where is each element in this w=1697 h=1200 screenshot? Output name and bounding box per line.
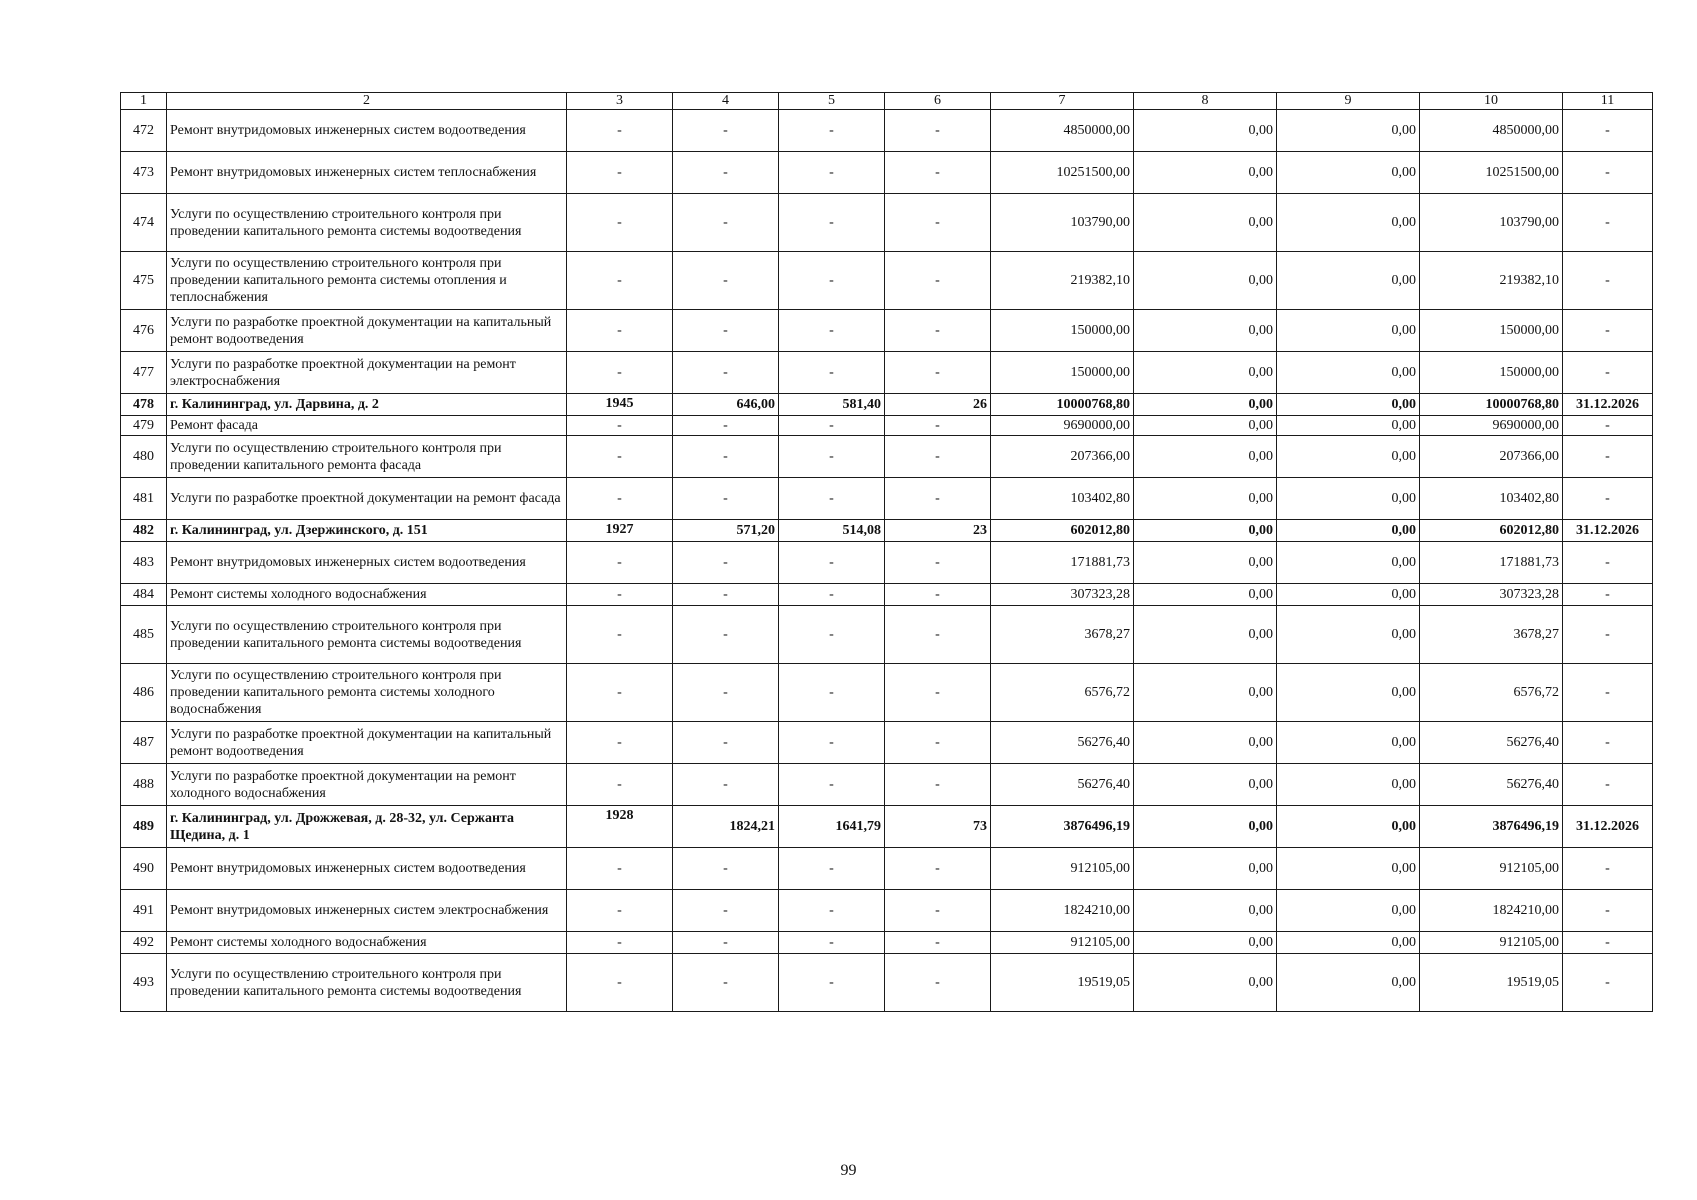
cost-col9-cell: 0,00 (1277, 478, 1420, 520)
cost-col8-cell: 0,00 (1134, 520, 1277, 542)
row-number-cell: 493 (121, 954, 167, 1012)
living-area-cell: - (779, 584, 885, 606)
year-cell: - (567, 848, 673, 890)
total-area-cell: - (673, 954, 779, 1012)
cost-col10-cell: 6576,72 (1420, 664, 1563, 722)
residents-cell: - (885, 848, 991, 890)
work-name-cell: Услуги по осуществлению строительного контроля при проведении капитального ремонта фасада (167, 436, 567, 478)
cost-col8-cell: 0,00 (1134, 764, 1277, 806)
work-name-cell: Ремонт внутридомовых инженерных систем электроснабжения (167, 890, 567, 932)
table-row (121, 806, 1653, 848)
work-name-cell: Ремонт внутридомовых инженерных систем водоотведения (167, 542, 567, 584)
cost-col8-cell: 0,00 (1134, 890, 1277, 932)
total-area-cell: 646,00 (673, 394, 779, 416)
deadline-cell: 31.12.2026 (1563, 806, 1653, 848)
total-cost-cell: 1824210,00 (991, 890, 1134, 932)
cost-col8-cell: 0,00 (1134, 664, 1277, 722)
residents-cell: - (885, 110, 991, 152)
cost-col9-cell: 0,00 (1277, 110, 1420, 152)
row-number-cell: 492 (121, 932, 167, 954)
residents-cell: - (885, 436, 991, 478)
living-area-cell: - (779, 194, 885, 252)
residents-cell: - (885, 352, 991, 394)
work-name-cell: Услуги по осуществлению строительного контроля при проведении капитального ремонта системы водоотведения (167, 954, 567, 1012)
work-name-cell: Ремонт внутридомовых инженерных систем водоотведения (167, 848, 567, 890)
cost-col10-cell: 103402,80 (1420, 478, 1563, 520)
table-body (121, 110, 1653, 1012)
residents-cell: 73 (885, 806, 991, 848)
living-area-cell: - (779, 606, 885, 664)
cost-col8-cell: 0,00 (1134, 394, 1277, 416)
cost-col10-cell: 56276,40 (1420, 764, 1563, 806)
work-name-cell: Услуги по осуществлению строительного контроля при проведении капитального ремонта системы водоотведения (167, 606, 567, 664)
living-area-cell: - (779, 478, 885, 520)
deadline-cell: - (1563, 416, 1653, 436)
residents-cell: - (885, 542, 991, 584)
work-name-cell: Ремонт системы холодного водоснабжения (167, 932, 567, 954)
cost-col10-cell: 103790,00 (1420, 194, 1563, 252)
cost-col10-cell: 10000768,80 (1420, 394, 1563, 416)
deadline-cell: - (1563, 890, 1653, 932)
deadline-cell: - (1563, 110, 1653, 152)
deadline-cell: - (1563, 722, 1653, 764)
cost-col9-cell: 0,00 (1277, 352, 1420, 394)
table-row (121, 542, 1653, 584)
living-area-cell: - (779, 954, 885, 1012)
cost-col10-cell: 3678,27 (1420, 606, 1563, 664)
column-number-row (121, 93, 1653, 110)
year-cell: 1927 (567, 520, 673, 542)
work-name-cell: Ремонт внутридомовых инженерных систем теплоснабжения (167, 152, 567, 194)
work-name-cell: г. Калининград, ул. Дарвина, д. 2 (167, 394, 567, 416)
cost-col9-cell: 0,00 (1277, 606, 1420, 664)
work-name-cell: Ремонт системы холодного водоснабжения (167, 584, 567, 606)
living-area-cell: - (779, 542, 885, 584)
work-name-cell: Услуги по осуществлению строительного контроля при проведении капитального ремонта системы водоотведения (167, 194, 567, 252)
total-area-cell: - (673, 606, 779, 664)
page-number: 99 (840, 1162, 857, 1179)
row-number-cell: 477 (121, 352, 167, 394)
cost-col9-cell: 0,00 (1277, 394, 1420, 416)
table-row (121, 584, 1653, 606)
cost-col9-cell: 0,00 (1277, 520, 1420, 542)
cost-col10-cell: 9690000,00 (1420, 416, 1563, 436)
cost-col10-cell: 1824210,00 (1420, 890, 1563, 932)
total-cost-cell: 912105,00 (991, 932, 1134, 954)
cost-col10-cell: 912105,00 (1420, 848, 1563, 890)
cost-col10-cell: 150000,00 (1420, 352, 1563, 394)
living-area-cell: - (779, 152, 885, 194)
year-cell: - (567, 722, 673, 764)
cost-col8-cell: 0,00 (1134, 848, 1277, 890)
row-number-cell: 473 (121, 152, 167, 194)
row-number-cell: 483 (121, 542, 167, 584)
row-number-cell: 491 (121, 890, 167, 932)
row-number-cell: 482 (121, 520, 167, 542)
deadline-cell: 31.12.2026 (1563, 394, 1653, 416)
year-cell: - (567, 436, 673, 478)
column-header: 1 (121, 93, 167, 110)
work-name-cell: Ремонт внутридомовых инженерных систем водоотведения (167, 110, 567, 152)
table-row (121, 394, 1653, 416)
total-cost-cell: 56276,40 (991, 764, 1134, 806)
cost-col10-cell: 19519,05 (1420, 954, 1563, 1012)
row-number-cell: 479 (121, 416, 167, 436)
deadline-cell: - (1563, 664, 1653, 722)
table-row (121, 310, 1653, 352)
row-number-cell: 474 (121, 194, 167, 252)
deadline-cell: - (1563, 310, 1653, 352)
residents-cell: - (885, 722, 991, 764)
total-cost-cell: 103790,00 (991, 194, 1134, 252)
deadline-cell: - (1563, 848, 1653, 890)
register-table (120, 92, 1653, 1012)
cost-col8-cell: 0,00 (1134, 252, 1277, 310)
total-cost-cell: 171881,73 (991, 542, 1134, 584)
work-name-cell: Услуги по осуществлению строительного контроля при проведении капитального ремонта системы отопления и теплоснабжения (167, 252, 567, 310)
cost-col9-cell: 0,00 (1277, 848, 1420, 890)
year-cell: - (567, 584, 673, 606)
living-area-cell: - (779, 664, 885, 722)
living-area-cell: - (779, 252, 885, 310)
column-header: 6 (885, 93, 991, 110)
column-header: 3 (567, 93, 673, 110)
residents-cell: - (885, 310, 991, 352)
deadline-cell: - (1563, 152, 1653, 194)
residents-cell: - (885, 954, 991, 1012)
total-cost-cell: 56276,40 (991, 722, 1134, 764)
table-row (121, 664, 1653, 722)
row-number-cell: 488 (121, 764, 167, 806)
cost-col8-cell: 0,00 (1134, 606, 1277, 664)
total-area-cell: - (673, 194, 779, 252)
work-name-cell: Услуги по осуществлению строительного контроля при проведении капитального ремонта системы холодного водоснабжения (167, 664, 567, 722)
living-area-cell: - (779, 764, 885, 806)
cost-col9-cell: 0,00 (1277, 722, 1420, 764)
living-area-cell: - (779, 848, 885, 890)
year-cell: 1928 (567, 806, 673, 848)
residents-cell: - (885, 764, 991, 806)
total-area-cell: 571,20 (673, 520, 779, 542)
living-area-cell: - (779, 932, 885, 954)
total-cost-cell: 150000,00 (991, 352, 1134, 394)
living-area-cell: - (779, 352, 885, 394)
cost-col9-cell: 0,00 (1277, 890, 1420, 932)
total-area-cell: - (673, 542, 779, 584)
cost-col9-cell: 0,00 (1277, 436, 1420, 478)
cost-col10-cell: 219382,10 (1420, 252, 1563, 310)
residents-cell: - (885, 252, 991, 310)
cost-col9-cell: 0,00 (1277, 310, 1420, 352)
year-cell: - (567, 664, 673, 722)
row-number-cell: 485 (121, 606, 167, 664)
total-cost-cell: 3678,27 (991, 606, 1134, 664)
table-row (121, 110, 1653, 152)
cost-col10-cell: 56276,40 (1420, 722, 1563, 764)
deadline-cell: - (1563, 542, 1653, 584)
cost-col10-cell: 207366,00 (1420, 436, 1563, 478)
table-row (121, 478, 1653, 520)
table-row (121, 848, 1653, 890)
cost-col9-cell: 0,00 (1277, 152, 1420, 194)
total-cost-cell: 103402,80 (991, 478, 1134, 520)
table-row (121, 152, 1653, 194)
table-row (121, 252, 1653, 310)
cost-col9-cell: 0,00 (1277, 584, 1420, 606)
cost-col9-cell: 0,00 (1277, 252, 1420, 310)
total-area-cell: - (673, 110, 779, 152)
table-row (121, 416, 1653, 436)
cost-col8-cell: 0,00 (1134, 310, 1277, 352)
year-cell: - (567, 194, 673, 252)
table-row (121, 436, 1653, 478)
column-header: 5 (779, 93, 885, 110)
living-area-cell: - (779, 436, 885, 478)
residents-cell: 23 (885, 520, 991, 542)
work-name-cell: Услуги по разработке проектной документации на ремонт фасада (167, 478, 567, 520)
deadline-cell: - (1563, 352, 1653, 394)
deadline-cell: - (1563, 478, 1653, 520)
year-cell: - (567, 606, 673, 664)
work-name-cell: Ремонт фасада (167, 416, 567, 436)
total-cost-cell: 3876496,19 (991, 806, 1134, 848)
column-header: 9 (1277, 93, 1420, 110)
total-area-cell: - (673, 352, 779, 394)
deadline-cell: - (1563, 584, 1653, 606)
total-cost-cell: 307323,28 (991, 584, 1134, 606)
total-cost-cell: 207366,00 (991, 436, 1134, 478)
total-area-cell: - (673, 416, 779, 436)
year-cell: 1945 (567, 394, 673, 416)
work-name-cell: Услуги по разработке проектной документации на ремонт электроснабжения (167, 352, 567, 394)
work-name-cell: Услуги по разработке проектной документации на капитальный ремонт водоотведения (167, 310, 567, 352)
cost-col8-cell: 0,00 (1134, 152, 1277, 194)
row-number-cell: 489 (121, 806, 167, 848)
cost-col8-cell: 0,00 (1134, 954, 1277, 1012)
residents-cell: - (885, 606, 991, 664)
year-cell: - (567, 932, 673, 954)
row-number-cell: 486 (121, 664, 167, 722)
cost-col10-cell: 3876496,19 (1420, 806, 1563, 848)
cost-col10-cell: 307323,28 (1420, 584, 1563, 606)
work-name-cell: г. Калининград, ул. Дрожжевая, д. 28-32, ул. Сержанта Щедина, д. 1 (167, 806, 567, 848)
total-cost-cell: 602012,80 (991, 520, 1134, 542)
cost-col9-cell: 0,00 (1277, 806, 1420, 848)
living-area-cell: - (779, 310, 885, 352)
total-area-cell: 1824,21 (673, 806, 779, 848)
cost-col8-cell: 0,00 (1134, 806, 1277, 848)
column-header: 10 (1420, 93, 1563, 110)
year-cell: - (567, 152, 673, 194)
cost-col8-cell: 0,00 (1134, 352, 1277, 394)
living-area-cell: 1641,79 (779, 806, 885, 848)
year-cell: - (567, 110, 673, 152)
column-header: 11 (1563, 93, 1653, 110)
residents-cell: - (885, 416, 991, 436)
residents-cell: - (885, 584, 991, 606)
total-cost-cell: 10251500,00 (991, 152, 1134, 194)
total-area-cell: - (673, 478, 779, 520)
cost-col9-cell: 0,00 (1277, 954, 1420, 1012)
year-cell: - (567, 252, 673, 310)
cost-col9-cell: 0,00 (1277, 416, 1420, 436)
cost-col9-cell: 0,00 (1277, 764, 1420, 806)
deadline-cell: - (1563, 436, 1653, 478)
table-row (121, 932, 1653, 954)
table-row (121, 722, 1653, 764)
total-area-cell: - (673, 932, 779, 954)
cost-col10-cell: 912105,00 (1420, 932, 1563, 954)
living-area-cell: - (779, 416, 885, 436)
column-header: 7 (991, 93, 1134, 110)
year-cell: - (567, 416, 673, 436)
table-row (121, 764, 1653, 806)
total-area-cell: - (673, 252, 779, 310)
column-header: 4 (673, 93, 779, 110)
table-row (121, 954, 1653, 1012)
cost-col8-cell: 0,00 (1134, 542, 1277, 584)
year-cell: - (567, 764, 673, 806)
total-cost-cell: 912105,00 (991, 848, 1134, 890)
total-area-cell: - (673, 764, 779, 806)
total-area-cell: - (673, 152, 779, 194)
total-area-cell: - (673, 890, 779, 932)
row-number-cell: 490 (121, 848, 167, 890)
column-header: 8 (1134, 93, 1277, 110)
row-number-cell: 484 (121, 584, 167, 606)
cost-col10-cell: 150000,00 (1420, 310, 1563, 352)
total-cost-cell: 4850000,00 (991, 110, 1134, 152)
cost-col8-cell: 0,00 (1134, 110, 1277, 152)
total-cost-cell: 19519,05 (991, 954, 1134, 1012)
table-row (121, 520, 1653, 542)
total-area-cell: - (673, 664, 779, 722)
cost-col8-cell: 0,00 (1134, 194, 1277, 252)
living-area-cell: 514,08 (779, 520, 885, 542)
total-area-cell: - (673, 722, 779, 764)
living-area-cell: - (779, 110, 885, 152)
cost-col9-cell: 0,00 (1277, 932, 1420, 954)
cost-col10-cell: 602012,80 (1420, 520, 1563, 542)
year-cell: - (567, 352, 673, 394)
residents-cell: - (885, 152, 991, 194)
cost-col8-cell: 0,00 (1134, 416, 1277, 436)
total-cost-cell: 219382,10 (991, 252, 1134, 310)
living-area-cell: - (779, 890, 885, 932)
residents-cell: - (885, 890, 991, 932)
deadline-cell: - (1563, 954, 1653, 1012)
residents-cell: 26 (885, 394, 991, 416)
work-name-cell: Услуги по разработке проектной документации на капитальный ремонт водоотведения (167, 722, 567, 764)
total-cost-cell: 150000,00 (991, 310, 1134, 352)
cost-col8-cell: 0,00 (1134, 722, 1277, 764)
living-area-cell: - (779, 722, 885, 764)
cost-col9-cell: 0,00 (1277, 194, 1420, 252)
cost-col9-cell: 0,00 (1277, 664, 1420, 722)
living-area-cell: 581,40 (779, 394, 885, 416)
deadline-cell: - (1563, 194, 1653, 252)
residents-cell: - (885, 478, 991, 520)
year-cell: - (567, 954, 673, 1012)
row-number-cell: 480 (121, 436, 167, 478)
table-row (121, 352, 1653, 394)
row-number-cell: 476 (121, 310, 167, 352)
cost-col10-cell: 4850000,00 (1420, 110, 1563, 152)
cost-col9-cell: 0,00 (1277, 542, 1420, 584)
year-cell: - (567, 890, 673, 932)
total-area-cell: - (673, 848, 779, 890)
residents-cell: - (885, 932, 991, 954)
deadline-cell: - (1563, 932, 1653, 954)
cost-col8-cell: 0,00 (1134, 932, 1277, 954)
total-area-cell: - (673, 436, 779, 478)
table-row (121, 890, 1653, 932)
row-number-cell: 478 (121, 394, 167, 416)
row-number-cell: 472 (121, 110, 167, 152)
table-row (121, 194, 1653, 252)
deadline-cell: - (1563, 252, 1653, 310)
cost-col8-cell: 0,00 (1134, 478, 1277, 520)
work-name-cell: г. Калининград, ул. Дзержинского, д. 151 (167, 520, 567, 542)
row-number-cell: 487 (121, 722, 167, 764)
total-cost-cell: 6576,72 (991, 664, 1134, 722)
row-number-cell: 475 (121, 252, 167, 310)
total-area-cell: - (673, 310, 779, 352)
total-area-cell: - (673, 584, 779, 606)
column-header: 2 (167, 93, 567, 110)
deadline-cell: - (1563, 606, 1653, 664)
residents-cell: - (885, 664, 991, 722)
residents-cell: - (885, 194, 991, 252)
deadline-cell: - (1563, 764, 1653, 806)
deadline-cell: 31.12.2026 (1563, 520, 1653, 542)
cost-col10-cell: 171881,73 (1420, 542, 1563, 584)
work-name-cell: Услуги по разработке проектной документации на ремонт холодного водоснабжения (167, 764, 567, 806)
cost-col8-cell: 0,00 (1134, 584, 1277, 606)
cost-col8-cell: 0,00 (1134, 436, 1277, 478)
year-cell: - (567, 478, 673, 520)
cost-col10-cell: 10251500,00 (1420, 152, 1563, 194)
row-number-cell: 481 (121, 478, 167, 520)
total-cost-cell: 9690000,00 (991, 416, 1134, 436)
year-cell: - (567, 542, 673, 584)
total-cost-cell: 10000768,80 (991, 394, 1134, 416)
year-cell: - (567, 310, 673, 352)
table-row (121, 606, 1653, 664)
